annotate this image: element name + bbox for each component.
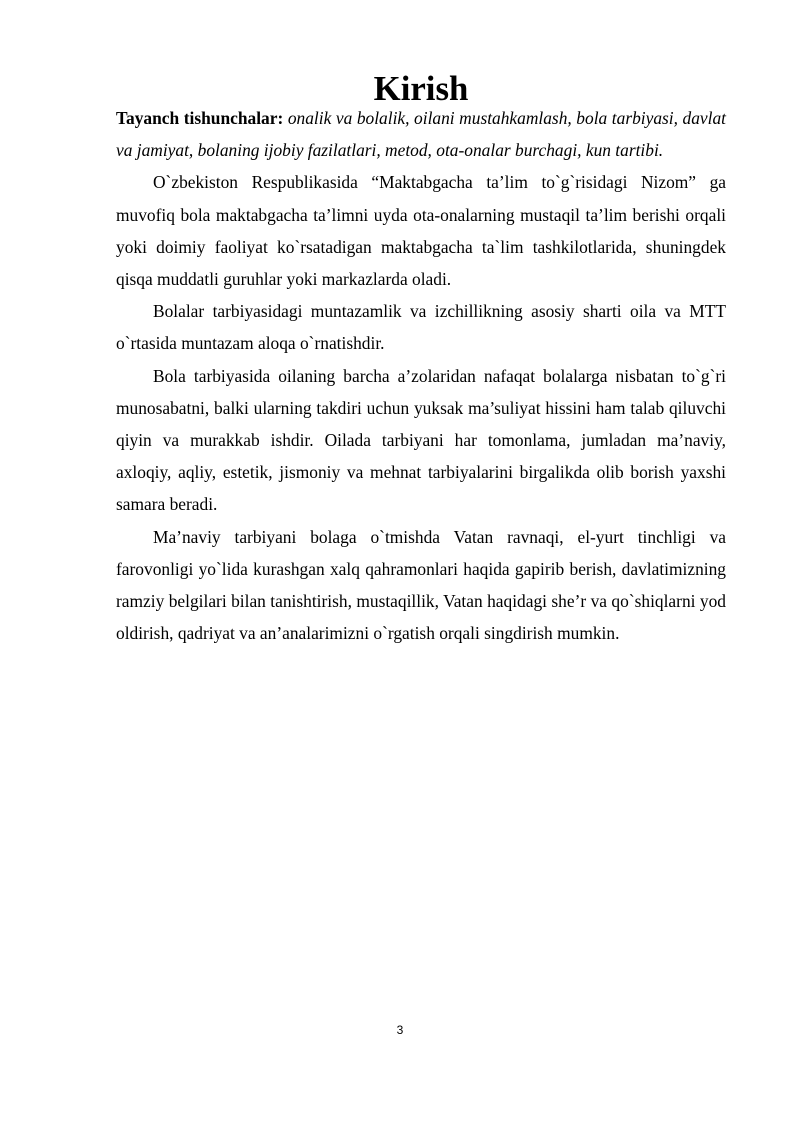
body-paragraph-2: Bolalar tarbiyasidagi muntazamlik va izchillikning asosiy sharti oila va MTT o`rtasida muntazam aloqa o`rnatishdir. [116,301,726,354]
page-title: Kirish [373,69,469,108]
keywords-text: onalik va bolalik, oilani mustahkamlash, bola tarbiyasi, davlat va jamiyat, bolaning ijobiy fazilatlari, metod, ota-onalar burchagi, kun tartibi. [116,108,727,161]
body-paragraph-1: O`zbekiston Respublikasida “Maktabgacha ta’lim to`g`risidagi Nizom” ga muvofiq bola maktabgacha ta’limni uyda ota-onalarning mustaqil ta’lim berishi orqali yoki doimiy faoliyat ko`rsatadigan maktabgacha ta`lim tashkilotlarida, shuningdek qisqa muddatli guruhlar yoki markazlarda oladi. [116,172,726,290]
body-paragraph-4: Ma’naviy tarbiyani bolaga o`tmishda Vatan ravnaqi, el-yurt tinchligi va farovonligi yo`lida kurashgan xalq qahramonlari haqida gapirib berish, davlatimizning ramziy belgilari bilan tanishtirish, mustaqillik, Vatan haqidagi she’r va qo`shiqlarni yod oldirish, qadriyat va an’analarimizni o`rgatish orqali singdirish mumkin. [116,526,726,644]
keywords-paragraph [116,102,726,166]
page-content [116,69,727,649]
page-number: 3 [396,1023,404,1037]
body-paragraph-3: Bola tarbiyasida oilaning barcha a’zolaridan nafaqat bolalarga nisbatan to`g`ri munosabatni, balki ularning takdiri uchun yuksak ma’suliyat hissini ham talab qiluvchi qiyin va murakkab ishdir. Oilada tarbiyani har tomonlama, jumladan ma’naviy, axloqiy, aqliy, estetik, jismoniy va mehnat tarbiyalarini birgalikda olib borish yaxshi samara beradi. [116,365,726,515]
keywords-label: Tayanch tishunchalar: [116,108,284,128]
